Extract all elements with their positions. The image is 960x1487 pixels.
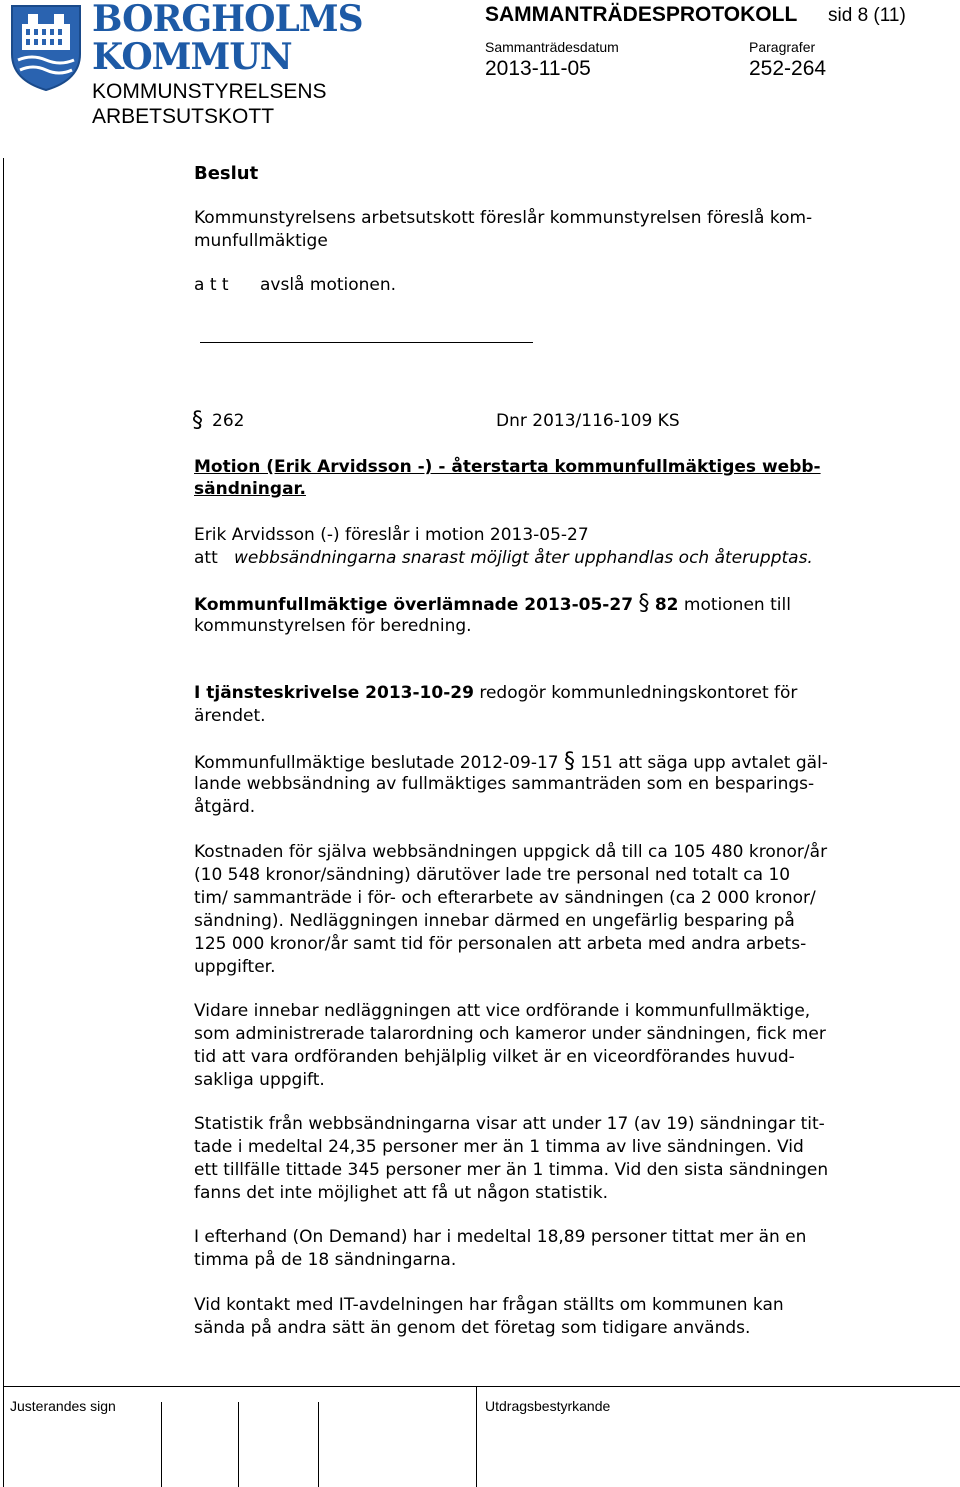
- meeting-date-label: Sammanträdesdatum: [485, 39, 619, 55]
- section-symbol: §: [638, 591, 650, 616]
- vice-chair-line2: som administrerade talarordning och kameror under sändningen, fick mer: [194, 1024, 826, 1044]
- cost-line6: uppgifter.: [194, 957, 276, 977]
- footer-divider-3: [318, 1402, 319, 1487]
- section-separator: [200, 342, 533, 343]
- statistics-line4: fanns det inte möjlighet att få ut någon statistik.: [194, 1183, 608, 1203]
- cost-line2: (10 548 kronor/sändning) därutöver lade tre personal ned totalt ca 10: [194, 865, 791, 885]
- council-decision-a: Kommunfullmäktige beslutade 2012-09-17: [194, 753, 559, 773]
- referral-line2: kommunstyrelsen för beredning.: [194, 616, 472, 636]
- referral-bold: Kommunfullmäktige överlämnade 2013-05-27: [194, 595, 634, 615]
- memo-line1: [194, 682, 797, 705]
- council-decision-line2: lande webbsändning av fullmäktiges sammanträden som en besparings-: [194, 774, 815, 794]
- cost-line4: sändning). Nedläggningen innebar därmed en ungefärlig besparing på: [194, 911, 795, 931]
- section-symbol: §: [192, 408, 203, 433]
- footer-divider-4: [476, 1386, 477, 1487]
- memo-bold: I tjänsteskrivelse 2013-10-29: [194, 683, 474, 703]
- footer-divider-2: [238, 1402, 239, 1487]
- statistics-line2: tade i medeltal 24,35 personer mer än 1 timma av live sändningen. Vid: [194, 1137, 804, 1157]
- memo-rest: redogör kommunledningskontoret för: [479, 683, 798, 703]
- decision-text-line1: Kommunstyrelsens arbetsutskott föreslår kommunstyrelsen föreslå kom-: [194, 208, 813, 228]
- referral-number: 82: [654, 595, 679, 615]
- org-name-line1: BORGHOLMS: [92, 0, 363, 40]
- municipality-crest-logo: [8, 2, 84, 92]
- case-number: Dnr 2013/116-109 KS: [496, 411, 680, 431]
- decision-heading: Beslut: [194, 163, 259, 184]
- section-symbol: §: [564, 749, 575, 774]
- extract-certification-label: Utdragsbestyrkande: [485, 1398, 611, 1414]
- meeting-date-value: 2013-11-05: [485, 57, 591, 80]
- statistics-line3: ett tillfälle tittade 345 personer mer än 1 timma. Vid den sista sändningen: [194, 1160, 829, 1180]
- document-type: SAMMANTRÄDESPROTOKOLL: [485, 3, 798, 26]
- item-title-line1: Motion (Erik Arvidsson -) - återstarta kommunfullmäktiges webb-: [194, 457, 821, 477]
- it-contact-line1: Vid kontakt med IT-avdelningen har frågan ställts om kommunen kan: [194, 1295, 784, 1315]
- footer-divider-1: [161, 1402, 162, 1487]
- referral-rest: motionen till: [683, 595, 791, 615]
- motion-text-line1: Erik Arvidsson (-) föreslår i motion 2013-05-27: [194, 525, 589, 545]
- signature-label: Justerandes sign: [10, 1398, 116, 1414]
- on-demand-line2: timma på de 18 sändningarna.: [194, 1250, 457, 1270]
- footer-rule: [3, 1386, 960, 1387]
- on-demand-line1: I efterhand (On Demand) har i medeltal 18,89 personer tittat mer än en: [194, 1227, 807, 1247]
- vice-chair-line1: Vidare innebar nedläggningen att vice ordförande i kommunfullmäktige,: [194, 1001, 811, 1021]
- council-decision-line3: åtgärd.: [194, 797, 256, 817]
- paragraphs-label: Paragrafer: [749, 39, 816, 55]
- decision-att-text: avslå motionen.: [260, 275, 397, 295]
- referral-line1: [194, 592, 791, 617]
- committee-name-line1: KOMMUNSTYRELSENS: [92, 80, 327, 103]
- item-title-line2: sändningar.: [194, 479, 306, 499]
- council-decision-line1: [194, 750, 828, 775]
- decision-text-line2: munfullmäktige: [194, 231, 328, 251]
- org-name-line2: KOMMUN: [92, 36, 292, 78]
- cost-line1: Kostnaden för själva webbsändningen uppgick då till ca 105 480 kronor/år: [194, 842, 828, 862]
- statistics-line1: Statistik från webbsändningarna visar att under 17 (av 19) sändningar tit-: [194, 1114, 825, 1134]
- council-decision-b: 151 att säga upp avtalet gäl-: [580, 753, 828, 773]
- memo-line2: ärendet.: [194, 706, 266, 726]
- committee-name-line2: ARBETSUTSKOTT: [92, 105, 275, 128]
- paragraphs-value: 252-264: [749, 57, 827, 80]
- left-margin-rule: [3, 158, 4, 1487]
- item-number: 262: [212, 411, 245, 431]
- cost-line3: tim/ sammanträde i för- och efterarbete av sändningen (ca 2 000 kronor/: [194, 888, 816, 908]
- it-contact-line2: sända på andra sätt än genom det företag som tidigare används.: [194, 1318, 751, 1338]
- page-number: sid 8 (11): [828, 5, 906, 26]
- cost-line5: 125 000 kronor/år samt tid för personalen att arbeta med andra arbets-: [194, 934, 807, 954]
- vice-chair-line4: sakliga uppgift.: [194, 1070, 325, 1090]
- motion-att: att: [194, 548, 218, 568]
- motion-text-line2: webbsändningarna snarast möjligt åter upphandlas och återupptas.: [234, 548, 813, 568]
- decision-att-label: a t t: [194, 275, 229, 295]
- vice-chair-line3: tid att vara ordföranden behjälplig vilket är en viceordförandes huvud-: [194, 1047, 795, 1067]
